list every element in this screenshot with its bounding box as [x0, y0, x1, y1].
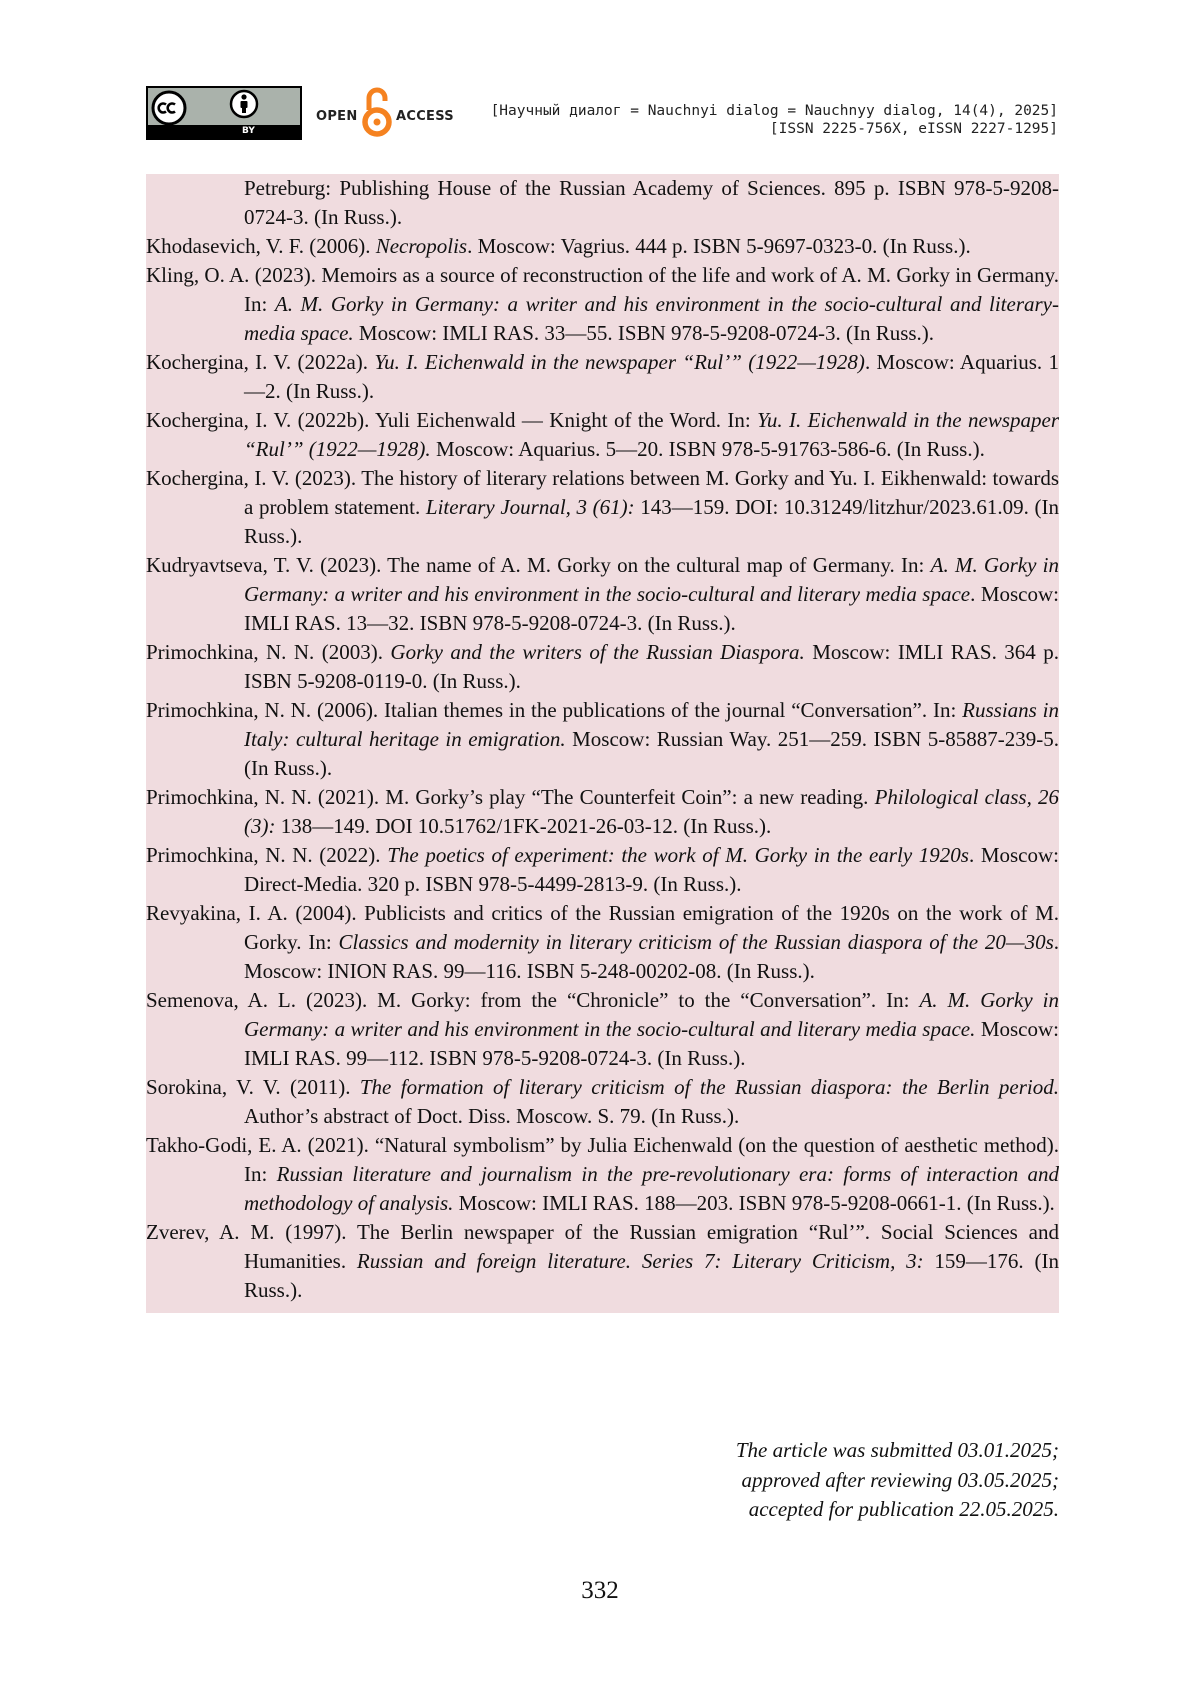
reference-entry	[146, 841, 1059, 899]
reference-text: Kling, O. A. (2023). Memoirs as a source of reconstruction of the life and work of A. M. Gorky in Germany. In:	[146, 263, 1059, 316]
reference-text: Kochergina, I. V. (2023). The history of literary relations between M. Gorky and Yu. I. Eikhenwald: towards a problem statement.	[146, 466, 1059, 519]
accepted-date-line: accepted for publication 22.05.2025.	[748, 1497, 1059, 1521]
reference-text: Moscow: IMLI RAS. 188—203. ISBN 978-5-9208-0661-1. (In Russ.).	[453, 1191, 1055, 1215]
reference-entry	[146, 1218, 1059, 1305]
reference-entry	[146, 783, 1059, 841]
reference-text: Zverev, A. M. (1997). The Berlin newspaper of the Russian emigration “Rul’”. Social Sciences and Humanities.	[146, 1220, 1059, 1273]
reference-text: Moscow: IMLI RAS. 99—112. ISBN 978-5-9208-0724-3. (In Russ.).	[244, 1017, 1059, 1070]
reference-text: Moscow: IMLI RAS. 33—55. ISBN 978-5-9208-0724-3. (In Russ.).	[353, 321, 935, 345]
reference-text: Primochkina, N. N. (2006). Italian themes in the publications of the journal “Conversation”. In:	[146, 698, 963, 722]
reference-text: Semenova, A. L. (2023). M. Gorky: from the “Chronicle” to the “Conversation”. In:	[146, 988, 920, 1012]
cc-by-license-badge[interactable]	[146, 86, 302, 140]
reference-text: 159—176. (In Russ.).	[244, 1249, 1059, 1302]
open-access-right-text: ACCESS	[396, 109, 454, 124]
reference-entry	[146, 696, 1059, 783]
page-number: 332	[581, 1577, 619, 1604]
reference-entry	[146, 551, 1059, 638]
reference-text: Kudryavtseva, T. V. (2023). The name of A. M. Gorky on the cultural map of Germany. In:	[146, 553, 931, 577]
reference-text: . Moscow: Direct-Media. 320 p. ISBN 978-5-4499-2813-9. (In Russ.).	[244, 843, 1060, 896]
issn-line: [ISSN 2225-756X, eISSN 2227-1295]	[769, 121, 1058, 137]
reference-italic-title: Russian and foreign literature. Series 7: Literary Criticism, 3:	[356, 1249, 924, 1273]
reference-italic-title: Russians in Italy: cultural heritage in emigration.	[244, 698, 1060, 751]
reference-text: . Moscow: Aquarius. 1—2. (In Russ.).	[244, 350, 1059, 403]
reference-entry	[146, 464, 1059, 551]
reference-text: Sorokina, V. V. (2011).	[146, 1075, 360, 1099]
reference-text: Primochkina, N. N. (2003).	[146, 640, 391, 664]
reference-italic-title: Classics and modernity in literary criticism of the Russian diaspora of the 20—30s	[338, 930, 1054, 954]
reference-italic-title: The poetics of experiment: the work of M. Gorky in the early 1920s	[387, 843, 969, 867]
reference-text: . Moscow: IMLI RAS. 13—32. ISBN 978-5-9208-0724-3. (In Russ.).	[244, 582, 1059, 635]
open-access-left-text: OPEN	[316, 109, 358, 124]
submitted-date-line: The article was submitted 03.01.2025;	[735, 1438, 1059, 1462]
reference-text: Moscow: Russian Way. 251—259. ISBN 5-85887-239-5. (In Russ.).	[244, 727, 1060, 780]
reference-entry	[146, 232, 1059, 261]
reference-entry	[146, 261, 1059, 348]
reference-entry	[146, 1073, 1059, 1131]
reference-italic-title: Russian literature and journalism in the pre-revolutionary era: forms of interaction and methodology of analysis.	[244, 1162, 1059, 1215]
reference-text: Petreburg: Publishing House of the Russian Academy of Sciences. 895 p. ISBN 978-5-9208-0724-3. (In Russ.).	[244, 176, 1059, 229]
reference-entry	[146, 348, 1059, 406]
reference-text: Primochkina, N. N. (2022).	[146, 843, 388, 867]
reference-entry	[146, 986, 1059, 1073]
reference-text: Kochergina, I. V. (2022b). Yuli Eichenwald — Knight of the Word. In:	[146, 408, 758, 432]
references-list	[146, 174, 1059, 1313]
reference-text: Khodasevich, V. F. (2006).	[146, 234, 376, 258]
reference-text: Revyakina, I. A. (2004). Publicists and critics of the Russian emigration of the 1920s on the work of M. Gorky. In:	[146, 901, 1059, 954]
open-access-logo[interactable]	[316, 86, 456, 140]
reference-text: . Moscow: INION RAS. 99—116. ISBN 5-248-00202-08. (In Russ.).	[244, 930, 1059, 983]
reference-italic-title: Yu. I. Eichenwald in the newspaper “Rul’” (1922—1928)	[374, 350, 865, 374]
reference-text: Author’s abstract of Doct. Diss. Moscow. S. 79. (In Russ.).	[244, 1104, 740, 1128]
journal-citation-line: [Научный диалог = Nauchnyi dialog = Nauchnyy dialog, 14(4), 2025]	[490, 103, 1058, 119]
reference-entry	[146, 174, 1059, 232]
reference-italic-title: A. M. Gorky in Germany: a writer and his environment in the socio-cultural and literary-media space.	[244, 292, 1059, 345]
reference-text: . Moscow: Vagrius. 444 p. ISBN 5-9697-0323-0. (In Russ.).	[467, 234, 971, 258]
reference-text: 138—149. DOI 10.51762/1FK-2021-26-03-12. (In Russ.).	[275, 814, 772, 838]
reference-text: Moscow: Aquarius. 5—20. ISBN 978-5-91763-586-6. (In Russ.).	[430, 437, 985, 461]
reference-italic-title: A. M. Gorky in Germany: a writer and his environment in the socio-cultural and literary media space.	[244, 988, 1059, 1041]
reference-italic-title: Literary Journal, 3 (61):	[425, 495, 635, 519]
reference-text: Kochergina, I. V. (2022a).	[146, 350, 375, 374]
reference-text: Moscow: IMLI RAS. 364 p. ISBN 5-9208-0119-0. (In Russ.).	[244, 640, 1059, 693]
license-strip	[148, 125, 300, 138]
reference-italic-title: Necropolis	[375, 234, 468, 258]
reference-italic-title: The formation of literary criticism of the Russian diaspora: the Berlin period.	[359, 1075, 1060, 1099]
reference-italic-title: Yu. I. Eichenwald in the newspaper “Rul’” (1922—1928).	[244, 408, 1059, 461]
reference-entry	[146, 406, 1059, 464]
creative-commons-icon	[151, 90, 187, 126]
license-by-label: BY	[242, 126, 255, 136]
attribution-person-icon	[228, 89, 260, 119]
reference-entry	[146, 1131, 1059, 1218]
journal-header	[491, 102, 1058, 138]
reference-text: 143—159. DOI: 10.31249/litzhur/2023.61.09. (In Russ.).	[244, 495, 1059, 548]
submission-dates	[736, 1436, 1059, 1525]
reference-text: Primochkina, N. N. (2021). M. Gorky’s play “The Counterfeit Coin”: a new reading.	[146, 785, 875, 809]
reference-italic-title: Gorky and the writers of the Russian Diaspora.	[390, 640, 805, 664]
reference-italic-title: Philological class, 26 (3):	[244, 785, 1059, 838]
reference-entry	[146, 899, 1059, 986]
approved-date-line: approved after reviewing 03.05.2025;	[741, 1467, 1059, 1492]
reference-entry	[146, 638, 1059, 696]
reference-text: Takho-Godi, E. A. (2021). “Natural symbolism” by Julia Eichenwald (on the question of aesthetic method). In:	[146, 1133, 1059, 1186]
reference-italic-title: A. M. Gorky in Germany: a writer and his environment in the socio-cultural and literary media space	[244, 553, 1059, 606]
open-lock-icon	[361, 86, 393, 138]
